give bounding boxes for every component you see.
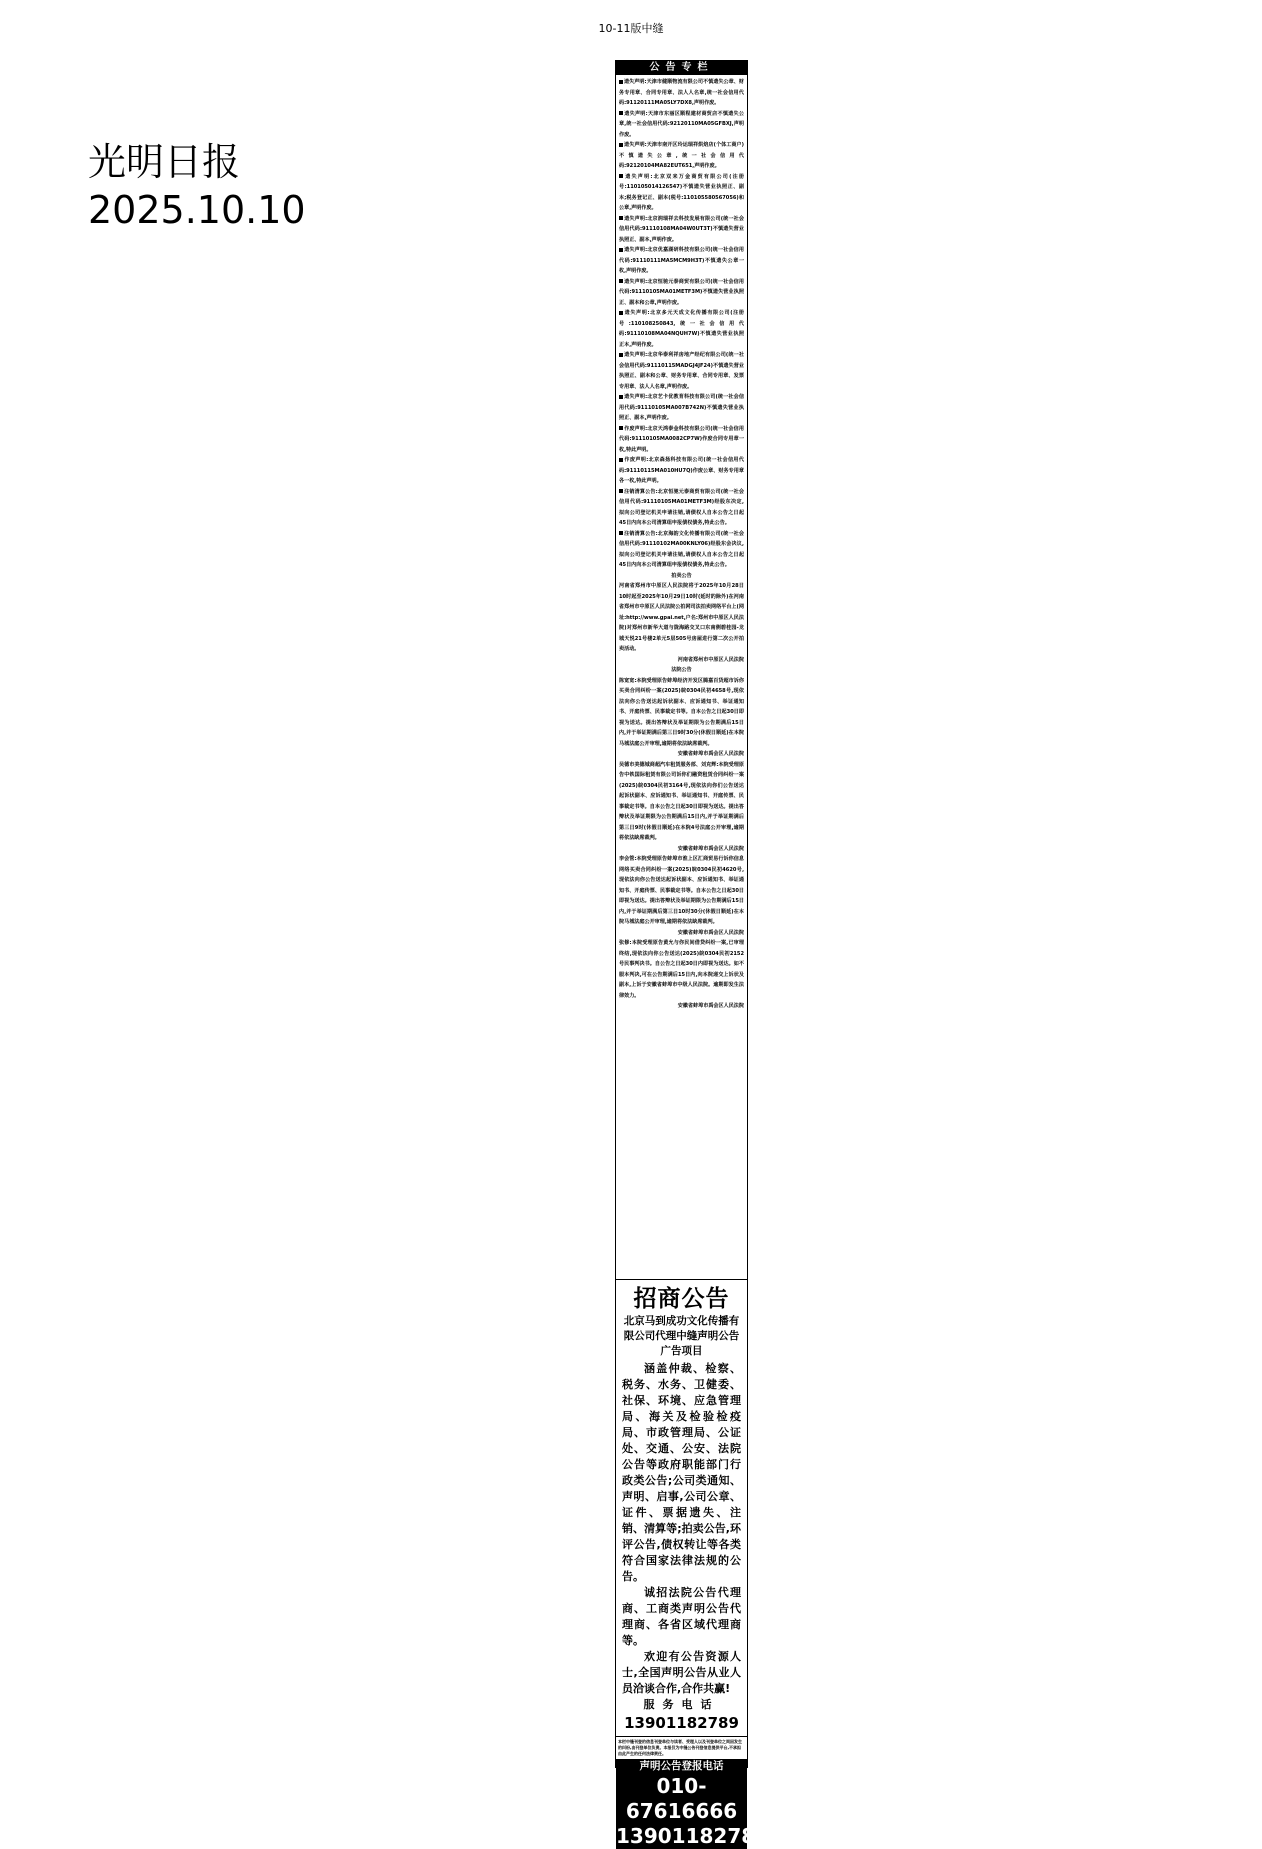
announcement-column [615,60,770,1848]
notice-text: :北京优嘉湖研科技有限公司(统一社会信用代码:91110111MA5MCM9H3T)不慎遗失公章一枚,声明作废。 [619,247,744,274]
notice-item [619,172,744,214]
court-notice-signature: 安徽省蚌埠市禹会区人民法院 [677,1003,744,1009]
notice-tag: 遗失声明 [624,110,646,117]
bullet-square-icon [619,143,623,147]
notice-item [619,424,744,456]
notice-tag: 注销清算公告 [624,530,656,537]
court-notice-title: 法院公告 [671,667,692,673]
notice-text: :北京华泰利祥房地产经纪有限公司(统一社会信用代码:91110115MADGJ4JF24)不慎遗失营业执照正、副本和公章、财务专用章、合同专用章、发票专用章、法人人名章,声明作废。 [619,352,744,390]
recruitment-ad [616,1279,747,1736]
bullet-square-icon [619,458,623,462]
page-label: 10-11版中缝 [598,22,664,35]
notice-tag: 遗失声明 [624,310,648,316]
notice-tag: 遗失声明 [624,79,645,85]
newspaper-name: 光明日报 [88,140,241,184]
bullet-square-icon [619,489,623,493]
court-notice-signature: 安徽省蚌埠市禹会区人民法院 [677,929,744,936]
auction-title: 拍卖公告 [671,572,692,579]
notice-text: :北京海韵文化传播有限公司(统一社会信用代码:91110102MA00KNLY06)经股东会决议,拟向公司登记机关申请注销,请债权人自本公告之日起45日内向本公司清算组申报债权债务,特此公告。 [619,530,744,568]
notice-tag: 作废声明 [624,457,647,463]
notice-text: :北京森扬科技有限公司(统一社会信用代码:91110115MA010HU7Q)作废公章、财务专用章各一枚,特此声明。 [619,457,744,484]
auction-text: 河南省郑州市中原区人民法院将于2025年10月28日10时起至2025年10月29日10时(延时的除外)在河南省郑州市中原区人民法院公拍网司法拍卖网络平台上(网址:http://www.gpai.net,户名:郑州市中原区人民法院)对郑州市新华大道与陇海路交叉口东南侧碧桂园-龙城天悦21号楼2单元5层505号房屋进行第二次公开拍卖活动。 [619,583,744,652]
notice-item [619,455,744,487]
notice-item [619,214,744,246]
masthead [88,138,306,234]
notice-text: :北京双来万金商贸有限公司(注册号:110105014126547)不慎遗失营业执照正、副本;税务登记正、副本(税号:110105580567056)和公章,声明作废。 [619,173,744,211]
notice-tag: 遗失声明 [624,173,651,180]
bullet-square-icon [619,311,623,315]
notice-tag: 遗失声明 [624,247,646,253]
hotline-phone-landline: 010-67616666 [625,1774,738,1823]
hotline-footer [616,1759,770,1849]
court-notice-text: 李会管:本院受理原告蚌埠市淮上区汇商贸易行诉你信息网络买卖合同纠纷一案(2025)皖0304民初4620号,现依法向你公告送达起诉状副本、应诉通知书、举证通知书、开庭传票、民事裁定书等。自本公告之日起30日即视为送达。提出答辩状及举证期限为公告期满后15日内,并于举证期满后第三日10时30分(休假日顺延)在本院马城法庭公开审理,逾期将依法缺席裁判。 [619,856,744,925]
bullet-square-icon [619,426,623,430]
disclaimer-fine-print: 本栏中缝刊登的信息刊登单位与读者、受理人以及刊登单位之间因发生的纠纷,由刊登单位负责。本报仅为中缝公告刊登信息提供平台,不承担由此产生的任何法律责任。 [616,1736,747,1759]
bullet-square-icon [619,248,623,252]
notices-list [616,75,747,1279]
recruitment-body: 涵盖仲裁、检察、税务、水务、卫健委、社保、环境、应急管理局、海关及检验检疫局、市政管理局、公证处、交通、公安、法院公告等政府职能部门行政类公告;公司类通知、声明、启事,公司公章、证件、票据遗失、注销、清算等;拍卖公告,环评公告,债权转让等各类符合国家法律法规的公告。 [622,1362,741,1583]
notice-text: :北京恒驰元泰商贸有限公司(统一社会信用代码:91110105MA01METF3M)经股东决定,拟向公司登记机关申请注销,请债权人自本公告之日起45日内向本公司清算组申报债权债务,特此公告。 [619,488,744,526]
auction-court: 河南省郑州市中原区人民法院 [677,656,744,663]
notice-tag: 遗失声明 [624,278,646,285]
bullet-square-icon [619,216,623,220]
column-header: 公告专栏 [616,61,747,75]
notice-text: :天津市东丽区顺程建材商贸店不慎遗失公章,统一社会信用代码:92120110MA05GFBXJ,声明作废。 [619,110,744,138]
bullet-square-icon [619,174,623,178]
court-notice-signature: 安徽省蚌埠市禹会区人民法院 [677,751,744,757]
notice-item [619,277,744,309]
notice-item [619,109,744,141]
service-phone: 13901182789 [624,1714,739,1732]
notice-item [619,77,744,109]
recruitment-call: 诚招法院公告代理商、工商类声明公告代理商、各省区域代理商等。 [622,1586,741,1647]
notice-item [619,487,744,529]
hotline-label: 声明公告登报电话 [639,1760,724,1772]
notice-item [619,245,744,277]
bullet-square-icon [619,395,623,399]
notice-tag: 遗失声明 [624,142,645,148]
issue-date: 2025.10.10 [88,188,306,232]
court-notice-text: 吴德市美德城商超汽车租赁服务部、刘克辉:本院受理原告中铁国际租赁有限公司诉你们融资租赁合同纠纷一案(2025)皖0304民初3164号,现依法向你们公告送达起诉状副本、应诉通知书、举证通知书、开庭传票、民事裁定书等。自本公告之日起30日即视为送达。提出答辩状及举证期限为公告期满后15日内,并于举证期满后第三日9时(休假日顺延)在本院4号法庭公开审理,逾期将依法缺席裁判。 [619,761,744,841]
recruitment-title: 招商公告 [633,1286,730,1312]
court-notice-text: 陈宽宽:本院受理原告蚌埠经济开发区腾嘉百货超市诉你买卖合同纠纷一案(2025)皖0304民初4658号,现依法向你公告送达起诉状副本、应诉通知书、举证通知书、开庭传票、民事裁定书等。自本公告之日起30日即视为送达。提出答辩状及举证期限为公告期满后15日内,并于举证期满后第三日9时30分(休假日顺延)在本院马城法庭公开审理,逾期将依法缺席裁判。 [619,677,744,747]
recruitment-subtitle: 北京马到成功文化传播有限公司代理中缝声明公告广告项目 [623,1315,740,1357]
recruitment-welcome: 欢迎有公告资源人士,全国声明公告从业人员洽谈合作,合作共赢! [622,1650,741,1695]
notice-item [619,529,744,571]
notice-item [619,140,744,172]
notice-tag: 遗失声明 [624,352,646,358]
service-label: 服务电话 [643,1698,720,1711]
notice-text: :北京多元天成文化传播有限公司(注册号:110108250843,统一社会信用代码:91110108MA04NQUH7W)不慎遗失营业执照正本,声明作废。 [619,310,744,348]
court-notice-text: 张修:本院受理原告黄允与你民间借贷纠纷一案,已审理终结,现依法向你公告送达(2025)皖0304民初2152号民事判决书。自公告之日起30日内即视为送达。如不服本判决,可在公告期满后15日内,向本院递交上诉状及副本,上诉于安徽省蚌埠市中级人民法院。逾期即发生法律效力。 [619,940,744,999]
notice-text: :北京艺卡优教育科技有限公司(统一社会信用代码:91110105MA007B742N)不慎遗失营业执照正、副本,声明作废。 [619,394,744,421]
hotline-phone-mobile: 13901182789 [616,1824,770,1848]
bullet-square-icon [619,111,623,115]
court-notice-signature: 安徽省蚌埠市禹会区人民法院 [677,845,744,852]
notice-tag: 遗失声明 [624,394,646,400]
notice-tag: 注销清算公告 [624,488,656,495]
bullet-square-icon [619,279,623,283]
notice-text: :北京恒驰元泰商贸有限公司(统一社会信用代码:91110105MA01METF3M)不慎遗失营业执照正、副本和公章,声明作废。 [619,278,744,306]
notice-text: :北京润瑞祥去科技发展有限公司(统一社会信用代码:91110108MA04W0UT3T)不慎遗失营业执照正、副本,声明作废。 [619,215,744,243]
notice-text: :天津市南开区玲运瑞祥烘焙店(个体工商户)不慎遗失公章,统一社会信用代码:92120104MA82EUT651,声明作废。 [619,142,744,169]
bullet-square-icon [619,531,623,535]
notice-item [619,350,744,392]
notice-item [619,392,744,424]
notice-item [619,308,744,350]
notice-text: :北京天鸿泰金科技有限公司(统一社会信用代码:91110105MA0082CP7W)作废合同专用章一枚,特此声明。 [619,425,744,453]
bullet-square-icon [619,353,623,357]
notice-tag: 遗失声明 [624,215,646,222]
bullet-square-icon [619,80,623,84]
notice-tag: 作废声明 [624,425,646,432]
notice-text: :天津市健顺物流有限公司不慎遗失公章、财务专用章、合同专用章、法人人名章,统一社会信用代码:91120111MA05LY7DX8,声明作废。 [619,79,744,106]
